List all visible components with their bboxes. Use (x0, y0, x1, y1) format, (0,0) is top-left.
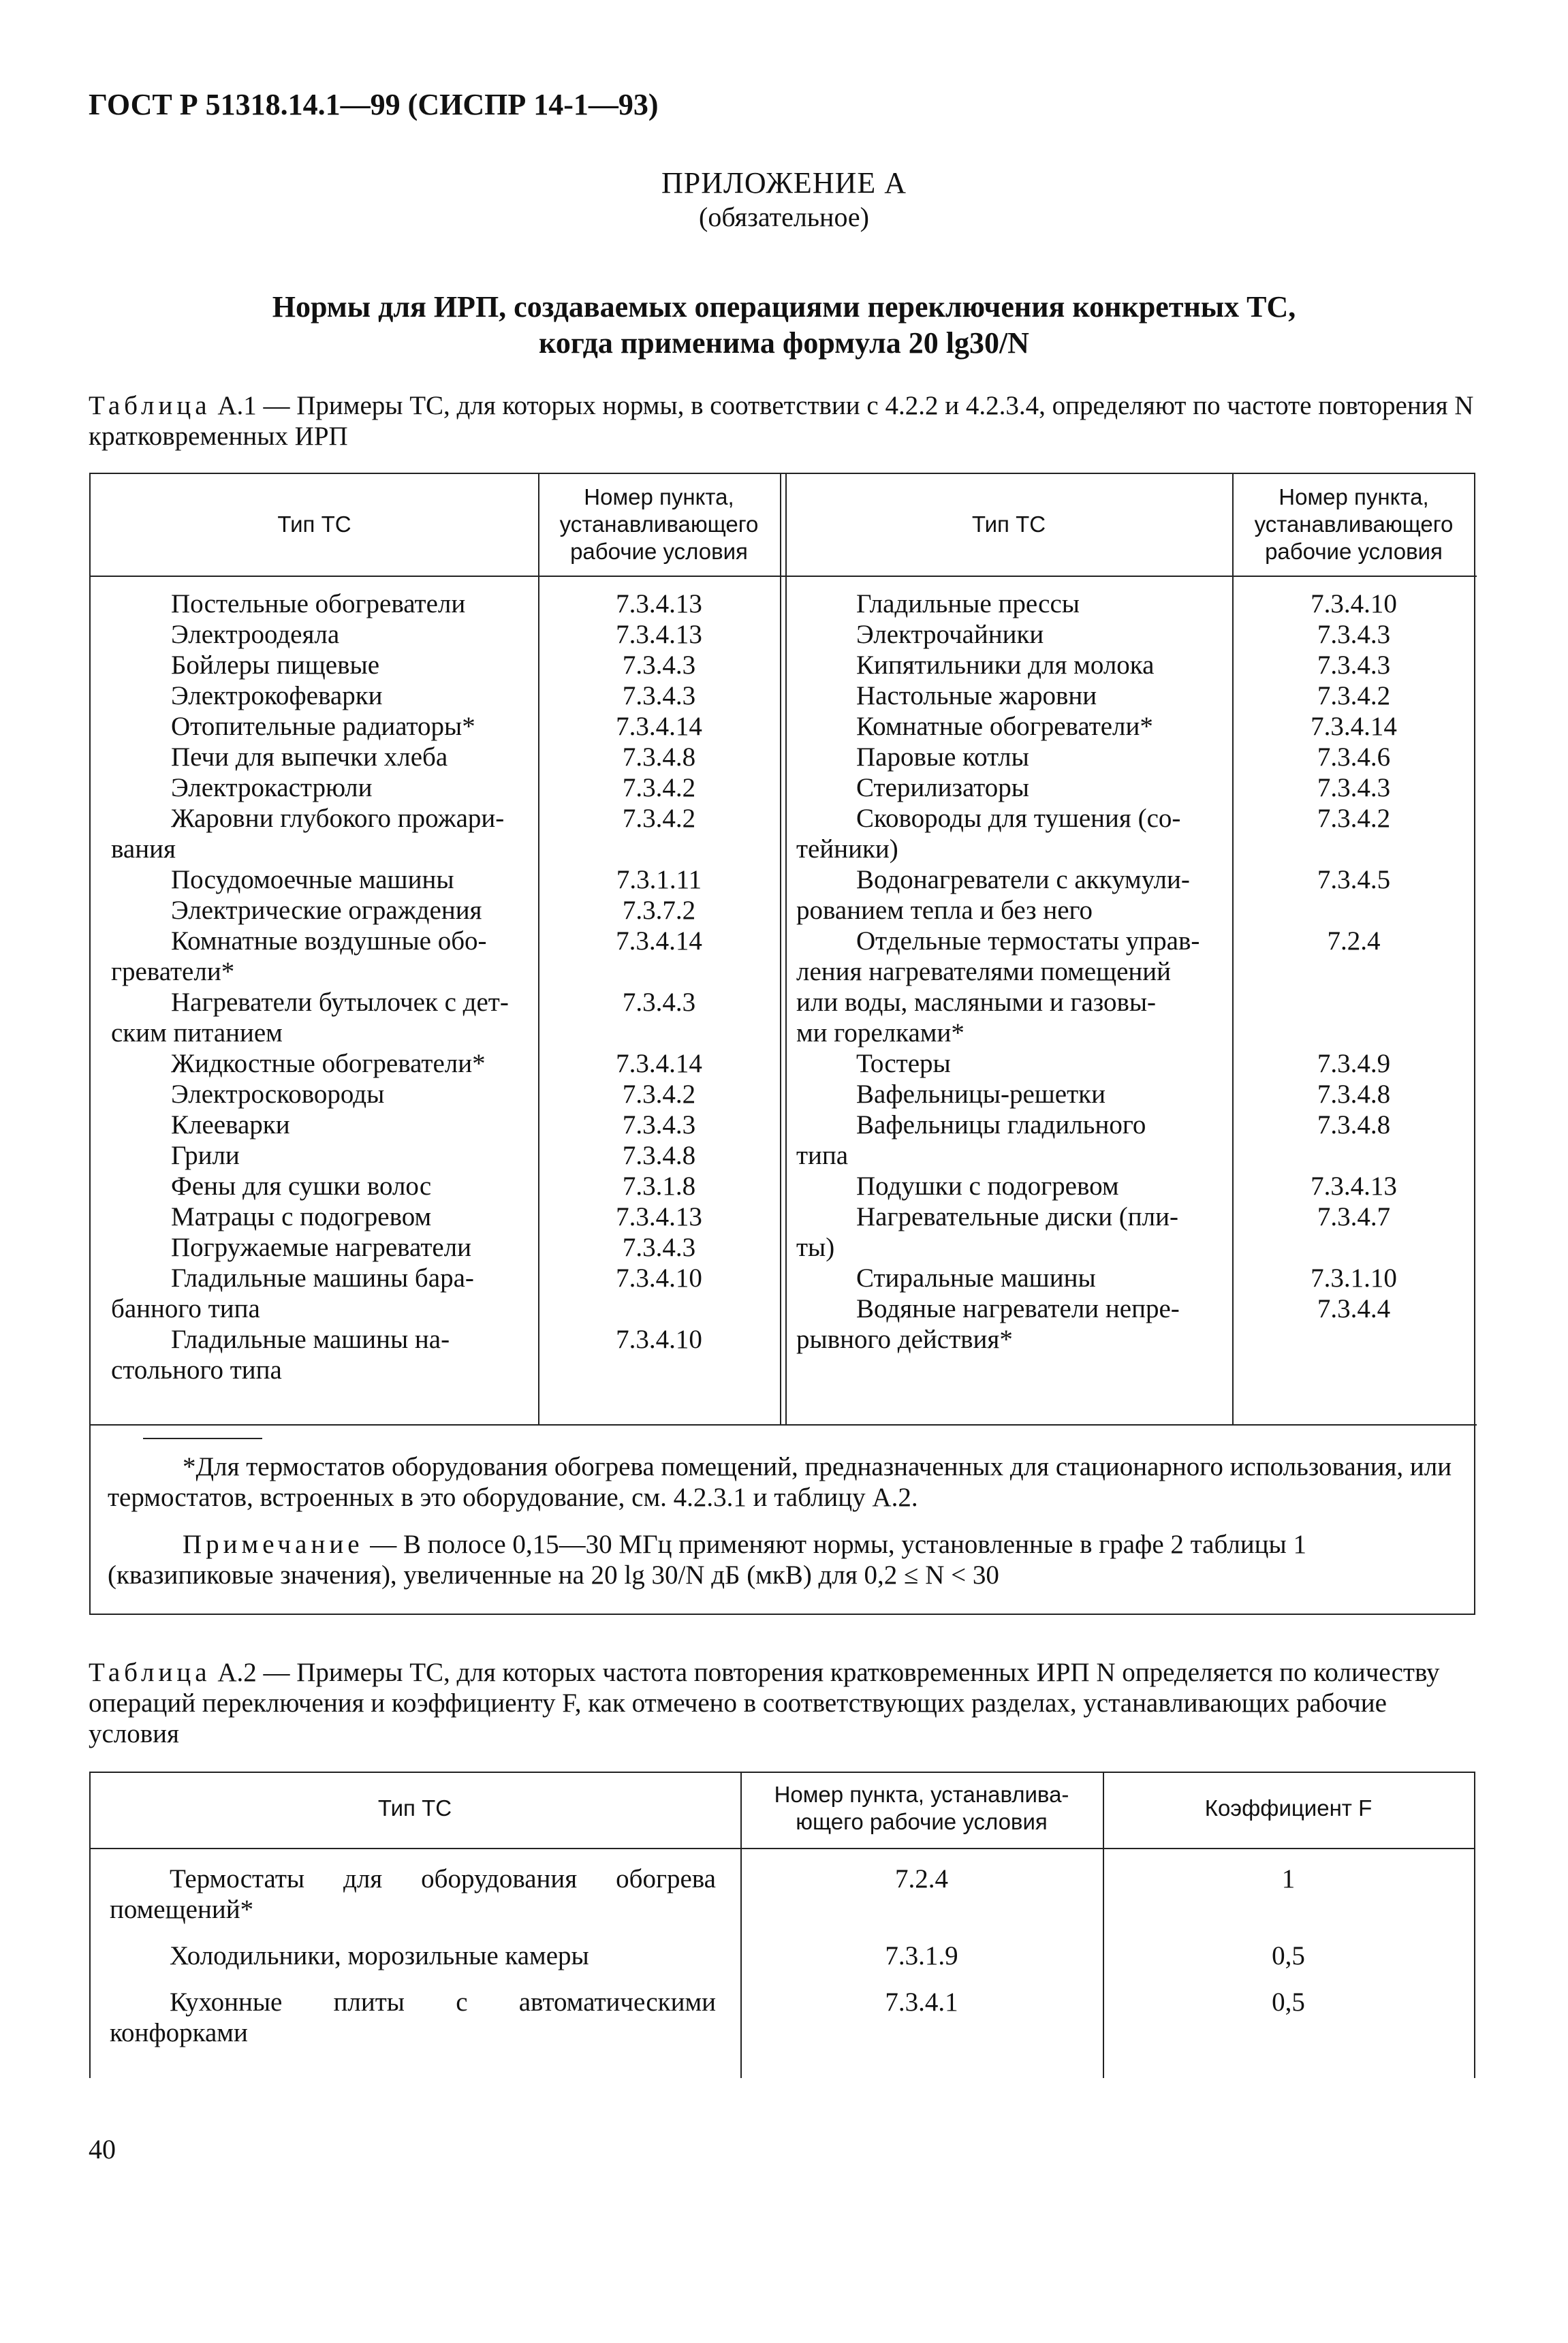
table-cell: Нагреватели бутылочек с дет- (171, 988, 509, 1017)
table-cell: 7.3.4.9 (1317, 1049, 1391, 1078)
table-cell: 7.3.4.13 (616, 1202, 702, 1231)
table-cell: Электроодеяла (171, 620, 340, 649)
table-cell: 7.3.4.14 (616, 712, 702, 741)
table-cell (1232, 1018, 1475, 1048)
table-cell: Сковороды для тушения (со- (856, 804, 1181, 833)
table-cell: 7.3.4.14 (616, 1049, 702, 1078)
table-cell: 7.3.4.10 (1311, 589, 1397, 618)
header-line: устанавливающего (559, 512, 759, 537)
table-cell: Нагревательные диски (пли- (856, 1202, 1178, 1231)
table-a2-header-rule (89, 1848, 1475, 1849)
table-a1-right-clauses (1232, 588, 1475, 1355)
table-a2 (89, 1772, 1475, 2078)
table-cell: или воды, масляными и газовы- (796, 988, 1157, 1017)
section-heading-line-1: Нормы для ИРП, создаваемых операциями переключения конкретных ТС, (272, 290, 1296, 324)
table-cell: Электрические ограждения (171, 896, 482, 925)
table-cell: Электрокофеварки (171, 681, 383, 710)
table-cell: 7.3.4.3 (622, 650, 696, 680)
table-a2-cell-coef: 0,5 (1272, 1987, 1305, 2017)
table-a1-caption-label: Таблица (89, 391, 211, 420)
table-cell: 7.3.4.4 (1317, 1294, 1391, 1323)
header-line: ющего рабочие условия (796, 1809, 1048, 1834)
table-cell: рывного действия* (796, 1325, 1013, 1354)
note-text: — В полосе 0,15—30 МГц применяют нормы, установленные в графе 2 таблицы 1 (квазипиковые значения), увеличенные на 20 lg 30/N дБ (мкВ) для 0,2 ≤ N < 30 (108, 1530, 1306, 1590)
page-number: 40 (89, 2134, 116, 2165)
table-cell: 7.3.4.13 (616, 589, 702, 618)
table-a1-left-clauses (538, 588, 780, 1385)
table-cell: Подушки с подогревом (856, 1172, 1119, 1201)
table-cell: Водяные нагреватели непре- (856, 1294, 1180, 1323)
table-cell: Кипятильники для молока (856, 650, 1155, 680)
table-cell (1232, 1232, 1475, 1263)
table-cell: Погружаемые нагреватели (171, 1233, 472, 1262)
table-a2-cell-type: Холодильники, морозильные камеры (170, 1941, 589, 1970)
table-a2-caption (89, 1657, 1478, 1749)
table-a2-cell-clause: 7.3.1.9 (885, 1941, 958, 1970)
table-cell: греватели* (111, 957, 235, 986)
table-cell: вания (111, 834, 176, 864)
table-a2-header-coef: Коэффициент F (1204, 1795, 1373, 1821)
table-cell: 7.3.4.2 (622, 1080, 696, 1109)
table-cell: 7.3.4.3 (622, 988, 696, 1017)
table-cell: Водонагреватели с аккумули- (856, 865, 1190, 894)
table-cell: Печи для выпечки хлеба (171, 742, 448, 772)
table-cell: Электросковороды (171, 1080, 385, 1109)
table-cell: 7.3.4.10 (616, 1263, 702, 1293)
table-a1 (89, 473, 1475, 1615)
table-a2-cell-clause: 7.2.4 (895, 1864, 948, 1893)
table-cell: Отопительные радиаторы* (171, 712, 475, 741)
table-cell: тейники) (796, 834, 898, 864)
table-cell: 7.3.4.13 (616, 620, 702, 649)
table-cell: Стиральные машины (856, 1263, 1096, 1293)
table-cell: Электрочайники (856, 620, 1044, 649)
header-line: устанавливающего (1254, 512, 1454, 537)
table-cell: Матрацы с подогревом (171, 1202, 432, 1231)
table-cell: 7.3.1.8 (622, 1172, 696, 1201)
table-a1-caption (89, 390, 1478, 452)
table-a2-cell-coef: 0,5 (1272, 1941, 1305, 1970)
table-cell: 7.3.4.2 (622, 804, 696, 833)
table-cell (1232, 956, 1475, 987)
table-cell: Гладильные машины бара- (171, 1263, 474, 1293)
table-a1-header-clause (538, 484, 780, 565)
table-cell: ским питанием (111, 1018, 283, 1048)
table-cell: 7.3.4.8 (1317, 1080, 1391, 1109)
table-cell: Комнатные воздушные обо- (171, 926, 487, 956)
table-a1-header-type: Тип ТС (971, 512, 1046, 537)
table-a2-border-right (1474, 1772, 1475, 2078)
table-a1-col-divider (785, 474, 787, 1424)
table-cell: 7.3.4.8 (1317, 1110, 1391, 1139)
table-a1-header-type: Тип ТС (277, 512, 351, 537)
table-a2-cell-type: Кухонные плиты с автоматическими конфорками (110, 1987, 716, 2047)
table-a1-body-rule (91, 1424, 1477, 1426)
appendix-subtitle: (обязательное) (699, 202, 869, 232)
table-cell: стольного типа (111, 1355, 282, 1385)
table-cell: Комнатные обогреватели* (856, 712, 1153, 741)
table-a2-cell-type: Термостаты для оборудования обогрева помещений* (110, 1864, 716, 1924)
table-cell: 7.3.4.3 (1317, 650, 1391, 680)
standard-header: ГОСТ Р 51318.14.1—99 (СИСПР 14-1—93) (89, 88, 659, 121)
table-cell: Гладильные прессы (856, 589, 1080, 618)
table-cell: ми горелками* (796, 1018, 965, 1048)
table-a1-col-divider (780, 474, 781, 1424)
table-cell: 7.3.1.10 (1311, 1263, 1397, 1293)
table-cell: типа (796, 1141, 849, 1170)
table-cell: 7.3.4.3 (622, 1233, 696, 1262)
table-cell (538, 956, 780, 987)
table-cell: 7.3.4.2 (1317, 681, 1391, 710)
table-cell: банного типа (111, 1294, 260, 1323)
table-cell: 7.3.4.13 (1311, 1172, 1397, 1201)
table-cell: 7.3.4.14 (1311, 712, 1397, 741)
table-cell (538, 1293, 780, 1324)
table-cell: Грили (171, 1141, 240, 1170)
table-cell: Стерилизаторы (856, 773, 1029, 802)
table-cell: Жидкостные обогреватели* (171, 1049, 486, 1078)
table-cell: 7.3.4.2 (1317, 804, 1391, 833)
table-cell: 7.3.1.11 (616, 865, 702, 894)
table-cell (1232, 1140, 1475, 1171)
table-cell: Фены для сушки волос (171, 1172, 432, 1201)
table-cell: Вафельницы-решетки (856, 1080, 1106, 1109)
table-cell: Отдельные термостаты управ- (856, 926, 1200, 956)
table-a1-header-clause (1232, 484, 1475, 565)
appendix-title: ПРИЛОЖЕНИЕ А (661, 166, 907, 200)
table-cell: Жаровни глубокого прожари- (171, 804, 505, 833)
table-cell: 7.3.4.6 (1317, 742, 1391, 772)
table-cell: 7.3.7.2 (622, 896, 696, 925)
table-cell: Вафельницы гладильного (856, 1110, 1146, 1139)
table-a1-footnote: *Для термостатов оборудования обогрева помещений, предназначенных для стационарного использования, или термостатов, встроенных в это оборудование, см. 4.2.3.1 и таблицу А.2. (108, 1452, 1452, 1512)
table-a1-right-names (796, 588, 1222, 1355)
table-a1-note (108, 1529, 1463, 1590)
table-a1-header-rule (91, 576, 1477, 577)
section-heading-line-2: когда применима формула 20 lg30/N (539, 326, 1029, 360)
table-cell: 7.3.4.3 (622, 681, 696, 710)
table-a1-left-names (111, 588, 527, 1385)
table-a2-header-type: Тип ТС (377, 1795, 452, 1821)
table-cell: Гладильные машины на- (171, 1325, 450, 1354)
header-line: рабочие условия (1265, 539, 1443, 564)
table-a2-caption-text: А.2 — Примеры ТС, для которых частота повторения кратковременных ИРП N определяется по количеству операций переключения и коэффициенту F, как отмечено в соответствующих разделах, устанавливающих рабочие условия (89, 1658, 1440, 1748)
table-cell: 7.3.4.3 (622, 1110, 696, 1139)
table-cell: Постельные обогреватели (171, 589, 466, 618)
table-cell: ления нагревателями помещений (796, 957, 1172, 986)
table-cell: Паровые котлы (856, 742, 1029, 772)
table-cell: 7.3.4.5 (1317, 865, 1391, 894)
table-cell (1232, 834, 1475, 864)
table-cell: ты) (796, 1233, 835, 1262)
table-cell: рованием тепла и без него (796, 896, 1093, 925)
table-cell (538, 834, 780, 864)
table-cell: 7.3.4.7 (1317, 1202, 1391, 1231)
table-cell: 7.3.4.3 (1317, 620, 1391, 649)
table-cell: 7.2.4 (1327, 926, 1381, 956)
table-cell (1232, 1324, 1475, 1355)
table-cell: Электрокастрюли (171, 773, 373, 802)
table-cell: Клееварки (171, 1110, 290, 1139)
note-label: Примечание (183, 1530, 364, 1559)
table-a2-cell-coef: 1 (1281, 1864, 1296, 1893)
table-a2-cell-clause: 7.3.4.1 (885, 1987, 958, 2017)
table-cell: Бойлеры пищевые (171, 650, 380, 680)
table-a2-top-rule (89, 1772, 1475, 1773)
table-cell (1232, 987, 1475, 1018)
header-line: рабочие условия (570, 539, 748, 564)
footnote-rule (143, 1438, 262, 1439)
table-cell (538, 1018, 780, 1048)
table-a2-caption-label: Таблица (89, 1658, 211, 1687)
table-cell: 7.3.4.2 (622, 773, 696, 802)
table-a1-caption-text: А.1 — Примеры ТС, для которых нормы, в соответствии с 4.2.2 и 4.2.3.4, определяют по частоте повторения N кратковременных ИРП (89, 391, 1474, 451)
table-cell: 7.3.4.8 (622, 742, 696, 772)
header-line: Номер пункта, (1279, 484, 1429, 509)
table-cell: 7.3.4.14 (616, 926, 702, 956)
table-cell (538, 1355, 780, 1385)
table-cell (1232, 895, 1475, 926)
table-cell: 7.3.4.3 (1317, 773, 1391, 802)
table-cell: 7.3.4.10 (616, 1325, 702, 1354)
header-line: Номер пункта, устанавлива- (774, 1782, 1069, 1807)
table-cell: Посудомоечные машины (171, 865, 454, 894)
table-a2-header-clause (740, 1781, 1103, 1836)
table-cell: 7.3.4.8 (622, 1141, 696, 1170)
table-cell: Тостеры (856, 1049, 951, 1078)
header-line: Номер пункта, (584, 484, 734, 509)
table-cell: Настольные жаровни (856, 681, 1097, 710)
